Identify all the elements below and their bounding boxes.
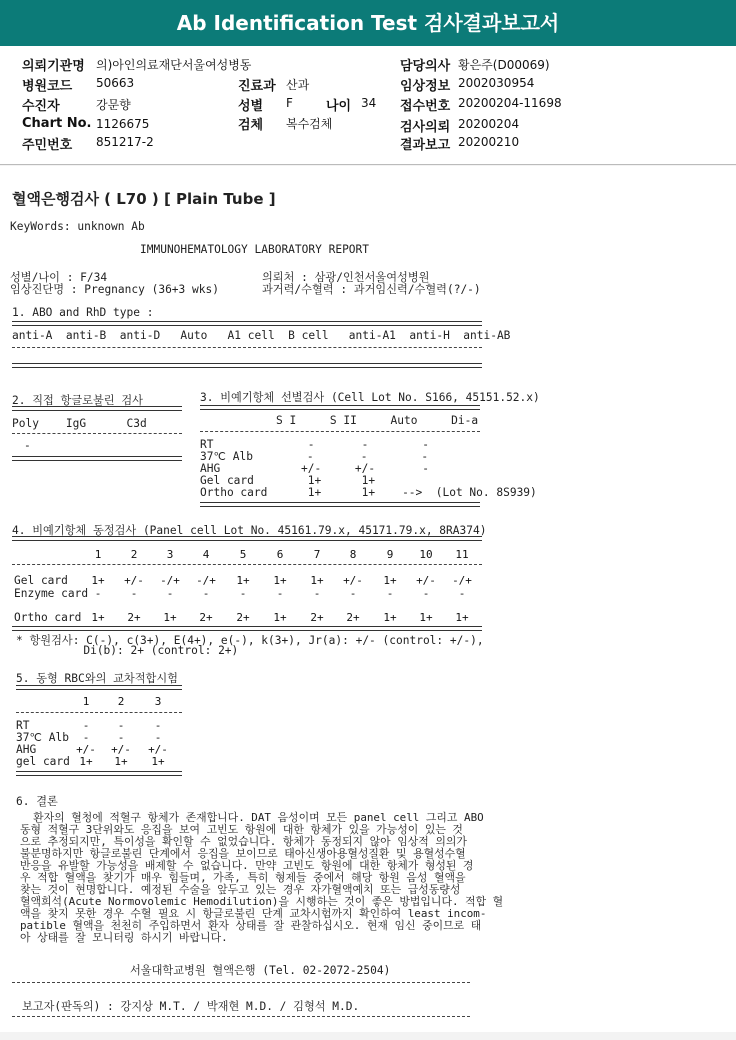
panel-cell: +/- — [343, 574, 363, 587]
report-body — [0, 166, 736, 1032]
dat-value: - — [24, 439, 31, 452]
divider — [12, 321, 482, 326]
dat-columns: Poly IgG C3d — [12, 417, 147, 430]
header-label: 담당의사 — [400, 59, 451, 74]
divider — [16, 771, 182, 776]
antigen-test-2: Di(b): 2+ (control: 2+) — [16, 644, 239, 657]
divider — [200, 502, 480, 507]
panel-column-header: 6 — [276, 548, 284, 561]
panel-cell: - — [458, 587, 466, 600]
section-2-title: 2. 직접 항글로불린 검사 — [12, 394, 143, 407]
divider — [12, 564, 482, 565]
header-value: 20200204-11698 — [458, 96, 562, 110]
header-value: 복수검체 — [286, 117, 333, 131]
header-label: 검사의뢰 — [400, 120, 451, 135]
conclusion-line: 우 적합 혈액을 찾기가 매우 힘들며, 가족, 특히 형제들 중에서 해당 항원 음성 혈액을 — [20, 871, 466, 884]
panel-cell: 1+ — [236, 574, 250, 587]
header-value: 20200210 — [458, 135, 520, 149]
patient-info: 성별/나이 : F/34 — [10, 271, 108, 284]
patient-header — [0, 46, 736, 165]
divider — [12, 982, 470, 983]
header-label: 결과보고 — [400, 138, 451, 153]
header-value: F — [286, 96, 293, 110]
panel-cell: +/- — [416, 574, 436, 587]
panel-cell: 2+ — [346, 611, 360, 624]
header-label: 성별 — [238, 99, 264, 114]
page-title: Ab Identification Test 검사결과보고서 — [176, 11, 560, 35]
crossmatch-cell: +/- — [111, 743, 131, 756]
crossmatch-column-header: 2 — [117, 695, 125, 708]
divider — [200, 405, 480, 410]
conclusion-line: 동형 적혈구 3단위와도 응집을 보여 고빈도 항원에 대한 항체가 있을 가능성이 있는 것 — [20, 823, 463, 836]
panel-column-header: 5 — [239, 548, 247, 561]
age-label: 나이 — [326, 99, 352, 114]
header-label: 임상정보 — [400, 79, 451, 94]
panel-cell: 1+ — [91, 574, 105, 587]
panel-cell: - — [349, 587, 357, 600]
panel-cell: 1+ — [91, 611, 105, 624]
panel-cell: +/- — [124, 574, 144, 587]
screen-row: AHG +/- +/- - — [200, 462, 430, 475]
crossmatch-cell: - — [154, 731, 162, 744]
header-value: 50663 — [96, 76, 135, 90]
reporters: 보고자(판독의) : 강지상 M.T. / 박재현 M.D. / 김형석 M.D. — [22, 1000, 360, 1013]
panel-cell: -/+ — [160, 574, 180, 587]
conclusion-line: 아 상태를 잘 모니터링 하시기 바랍니다. — [20, 931, 228, 944]
crossmatch-cell: - — [82, 731, 90, 744]
crossmatch-row-label: AHG — [16, 743, 37, 756]
panel-cell: 2+ — [127, 611, 141, 624]
panel-cell: 1+ — [383, 574, 397, 587]
conclusion-line: 반응을 유발할 가능성을 배제할 수 없습니다. 만약 고빈도 항원에 대한 항체가 형성된 경 — [20, 859, 474, 872]
crossmatch-cell: +/- — [148, 743, 168, 756]
section-3-title: 3. 비예기항체 선별검사 (Cell Lot No. S166, 45151.52.x) — [200, 391, 540, 404]
screen-row: 37℃ Alb - - - — [200, 450, 429, 463]
header-label: Chart No. — [22, 116, 92, 131]
section-6-title: 6. 결론 — [16, 795, 58, 808]
divider — [16, 712, 182, 713]
panel-column-header: 2 — [130, 548, 138, 561]
header-label: 주민번호 — [22, 138, 73, 153]
panel-column-header: 9 — [386, 548, 394, 561]
crossmatch-row-label: 37℃ Alb — [16, 731, 69, 744]
header-value: 2002030954 — [458, 76, 535, 90]
crossmatch-column-header: 3 — [154, 695, 162, 708]
section-5-title: 5. 동형 RBC와의 교차적합시험 — [16, 672, 178, 685]
panel-cell: - — [422, 587, 430, 600]
panel-cell: 1+ — [310, 574, 324, 587]
panel-cell: - — [94, 587, 102, 600]
lab-title: IMMUNOHEMATOLOGY LABORATORY REPORT — [140, 243, 370, 256]
panel-column-header: 1 — [94, 548, 102, 561]
conclusion-line: 으로 추정되지만, 특이성을 확인할 수 없었습니다. 항체가 동정되지 않아 임상적 의의가 — [20, 835, 467, 848]
conclusion-line: 혈액희석(Acute Normovolemic Hemodilution)을 시행하는 것이 좋은 방법입니다. 적합 혈 — [20, 895, 504, 908]
keywords: KeyWords: unknown Ab — [10, 220, 145, 233]
section-1-title: 1. ABO and RhD type : — [12, 306, 154, 319]
panel-cell: - — [166, 587, 174, 600]
header-value: 황은주(D00069) — [458, 58, 550, 72]
crossmatch-cell: - — [117, 719, 125, 732]
panel-row-label: Enzyme card — [14, 587, 89, 600]
crossmatch-cell: - — [154, 719, 162, 732]
panel-column-header: 10 — [419, 548, 433, 561]
blood-bank-footer: 서울대학교병원 혈액은행 (Tel. 02-2072-2504) — [130, 964, 391, 977]
title-bar — [0, 0, 736, 46]
section-4-title: 4. 비예기항체 동정검사 (Panel cell Lot No. 45161.79.x, 45171.79.x, 8RA374) — [12, 524, 487, 537]
screen-columns: S I S II Auto Di-a — [276, 414, 479, 427]
crossmatch-cell: - — [82, 719, 90, 732]
abo-columns: anti-A anti-B anti-D Auto A1 cell B cell anti-A1 anti-H anti-AB — [12, 329, 511, 342]
panel-cell: -/+ — [452, 574, 472, 587]
panel-cell: 1+ — [273, 611, 287, 624]
crossmatch-cell: 1+ — [79, 755, 93, 768]
header-value: 산과 — [286, 78, 310, 92]
divider — [12, 626, 482, 631]
divider — [16, 685, 182, 690]
header-label: 수진자 — [22, 99, 60, 114]
header-value: 20200204 — [458, 117, 520, 131]
panel-cell: -/+ — [196, 574, 216, 587]
divider — [200, 431, 480, 432]
conclusion-line: 불분명하지만 항글로불린 단계에서 응집을 보이므로 태아신생아용혈성질환 및 용혈성수혈 — [20, 847, 466, 860]
panel-column-header: 4 — [202, 548, 210, 561]
panel-cell: 1+ — [273, 574, 287, 587]
crossmatch-column-header: 1 — [82, 695, 90, 708]
screen-row: RT - - - — [200, 438, 430, 451]
referral: 의뢰처 : 삼광/인천서울여성병원 — [262, 271, 430, 284]
age-value: 34 — [361, 96, 377, 110]
screen-row: Gel card 1+ 1+ — [200, 474, 376, 487]
panel-cell: - — [202, 587, 210, 600]
header-label: 접수번호 — [400, 99, 451, 114]
crossmatch-row-label: gel card — [16, 755, 70, 768]
header-value: 1126675 — [96, 117, 150, 131]
panel-cell: 1+ — [455, 611, 469, 624]
conclusion-line: patible 혈액을 천천히 주입하면서 환자 상태를 잘 관찰하십시오. 현재 임신 중이므로 태 — [20, 919, 482, 932]
conclusion-line: 찾는 것이 현명합니다. 예정된 수술을 앞두고 있는 경우 자가혈액예치 또는 급성동량성 — [20, 883, 461, 896]
panel-cell: - — [130, 587, 138, 600]
header-label: 검체 — [238, 118, 264, 133]
conclusion-text — [20, 812, 540, 944]
panel-column-header: 8 — [349, 548, 357, 561]
panel-cell: 2+ — [310, 611, 324, 624]
history: 과거력/수혈력 : 과거임신력/수혈력(?/-) — [262, 283, 481, 296]
report-subtitle: 혈액은행검사 ( L70 ) [ Plain Tube ] — [12, 190, 276, 208]
panel-cell: - — [239, 587, 247, 600]
panel-cell: 1+ — [163, 611, 177, 624]
panel-cell: - — [276, 587, 284, 600]
panel-column-header: 11 — [455, 548, 469, 561]
crossmatch-cell: 1+ — [114, 755, 128, 768]
header-value: 851217-2 — [96, 135, 154, 149]
header-value: 의)아인의료재단서울여성병동 — [96, 58, 252, 72]
screen-row: Ortho card 1+ 1+ --> (Lot No. 8S939) — [200, 486, 537, 499]
panel-column-header: 7 — [313, 548, 321, 561]
panel-cell: 2+ — [236, 611, 250, 624]
panel-cell: - — [386, 587, 394, 600]
header-label: 진료과 — [238, 79, 276, 94]
crossmatch-cell: +/- — [76, 743, 96, 756]
divider — [12, 433, 182, 434]
crossmatch-cell: 1+ — [151, 755, 165, 768]
divider — [12, 1016, 470, 1017]
divider — [12, 406, 182, 411]
panel-cell: - — [313, 587, 321, 600]
panel-column-header: 3 — [166, 548, 174, 561]
antigen-test: * 항원검사: C(-), c(3+), E(4+), e(-), k(3+), Jr(a): +/- (control: +/-), — [16, 634, 484, 647]
conclusion-line: 환자의 혈청에 적혈구 항체가 존재합니다. DAT 음성이며 모든 panel cell 그리고 ABO — [20, 811, 484, 824]
crossmatch-cell: - — [117, 731, 125, 744]
header-label: 의뢰기관명 — [22, 59, 85, 74]
conclusion-line: 액을 찾지 못한 경우 수혈 필요 시 항글로불린 단계 교차시험까지 확인하여 least incom- — [20, 907, 487, 920]
divider — [12, 536, 482, 541]
crossmatch-row-label: RT — [16, 719, 30, 732]
panel-cell: 1+ — [419, 611, 433, 624]
divider — [12, 347, 482, 348]
panel-row-label: Gel card — [14, 574, 68, 587]
diagnosis: 임상진단명 : Pregnancy (36+3 wks) — [10, 283, 219, 296]
divider — [12, 456, 182, 461]
panel-cell: 1+ — [383, 611, 397, 624]
header-value: 강문향 — [96, 98, 131, 112]
header-label: 병원코드 — [22, 79, 73, 94]
divider — [12, 363, 482, 368]
panel-row-label: Ortho card — [14, 611, 82, 624]
panel-cell: 2+ — [199, 611, 213, 624]
